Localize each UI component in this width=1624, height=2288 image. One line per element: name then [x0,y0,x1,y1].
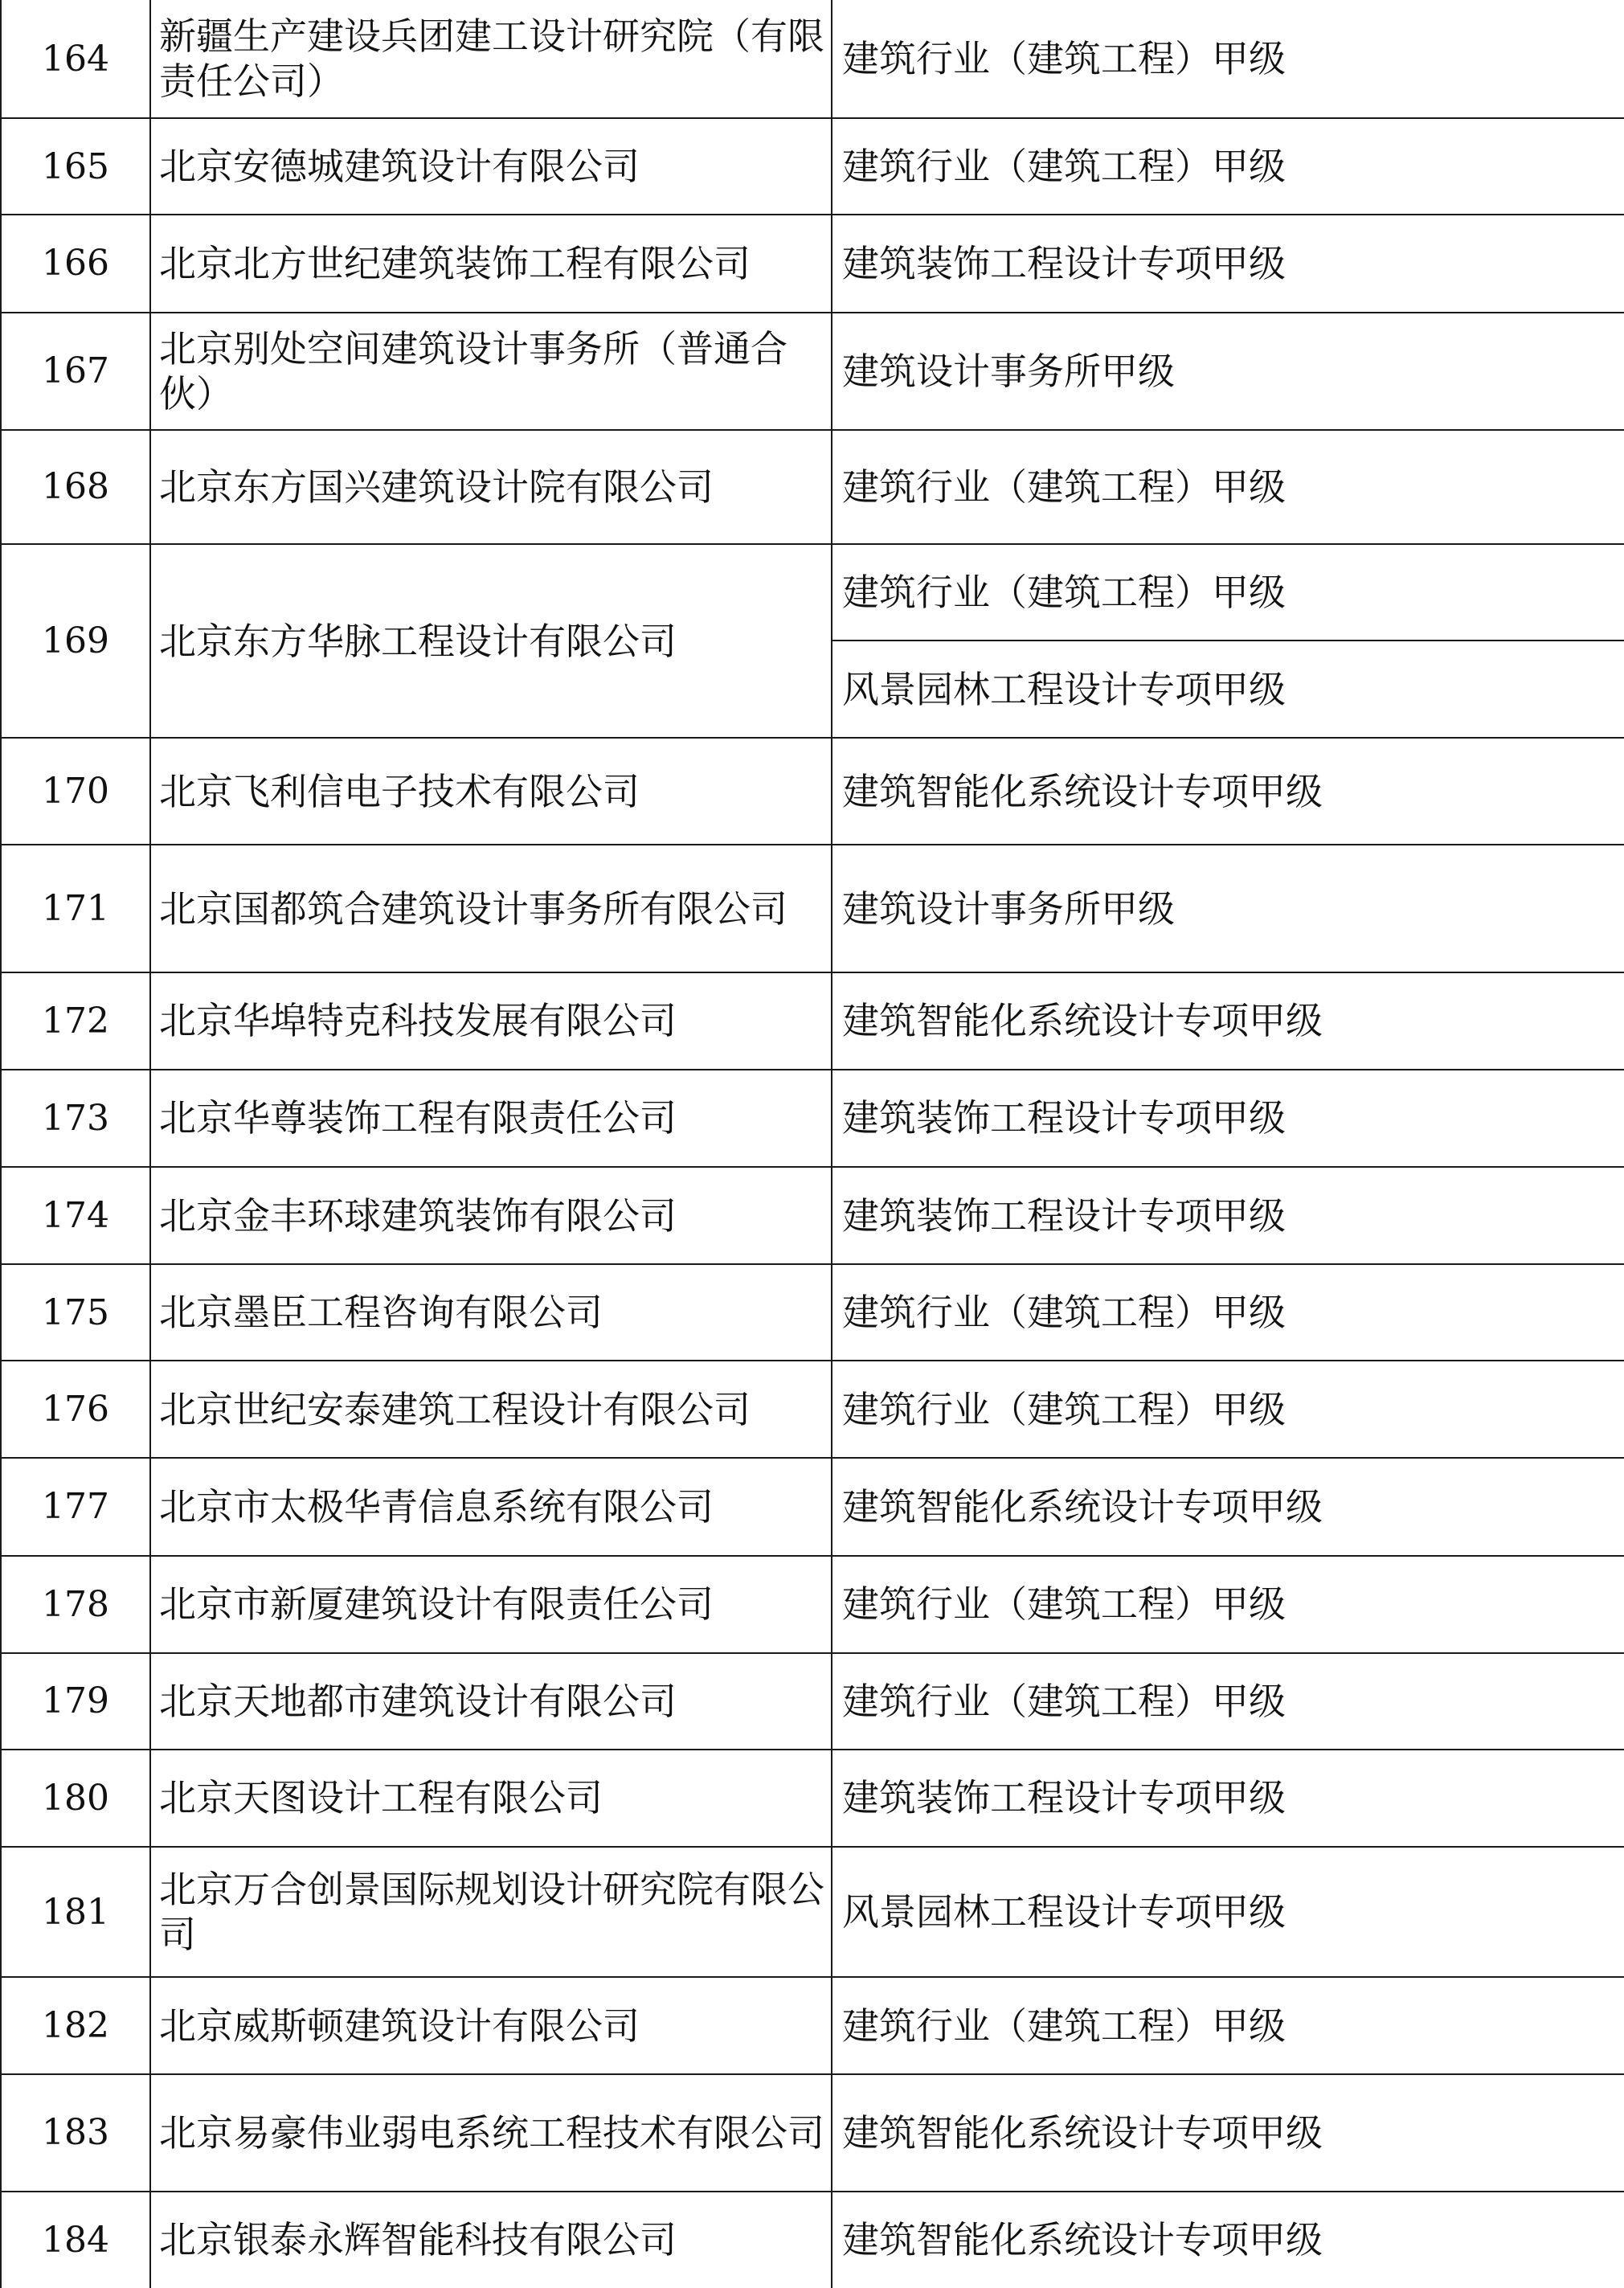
company-name: 新疆生产建设兵团建工设计研究院（有限责任公司） [150,0,832,118]
table-row [1,544,1624,641]
row-number: 172 [1,972,150,1070]
qualification: 建筑智能化系统设计专项甲级 [832,2074,1624,2191]
company-name: 北京威斯顿建筑设计有限公司 [150,1977,832,2074]
table-row [1,1847,1624,1977]
row-number: 184 [1,2192,150,2288]
table-row [1,972,1624,1070]
row-number: 174 [1,1167,150,1264]
company-name: 北京墨臣工程咨询有限公司 [150,1264,832,1361]
qualification: 建筑行业（建筑工程）甲级 [832,544,1624,641]
qualification: 建筑装饰工程设计专项甲级 [832,1750,1624,1847]
table-row [1,215,1624,312]
table-row [1,1653,1624,1750]
row-number: 182 [1,1977,150,2074]
company-name: 北京金丰环球建筑装饰有限公司 [150,1167,832,1264]
row-number: 183 [1,2074,150,2191]
company-name: 北京东方国兴建筑设计院有限公司 [150,430,832,544]
qualification: 建筑智能化系统设计专项甲级 [832,1458,1624,1555]
company-name: 北京安德城建筑设计有限公司 [150,118,832,215]
row-number: 164 [1,0,150,118]
row-number: 169 [1,544,150,738]
row-number: 175 [1,1264,150,1361]
table-row [1,845,1624,972]
qualification: 风景园林工程设计专项甲级 [832,641,1624,738]
company-name: 北京天图设计工程有限公司 [150,1750,832,1847]
qualification: 建筑行业（建筑工程）甲级 [832,1361,1624,1458]
company-name: 北京易豪伟业弱电系统工程技术有限公司 [150,2074,832,2191]
qualification: 建筑行业（建筑工程）甲级 [832,430,1624,544]
company-name: 北京飞利信电子技术有限公司 [150,738,832,845]
table-row [1,0,1624,118]
company-name: 北京国都筑合建筑设计事务所有限公司 [150,845,832,972]
row-number: 165 [1,118,150,215]
qualification: 建筑设计事务所甲级 [832,845,1624,972]
table-row [1,2192,1624,2288]
company-name: 北京东方华脉工程设计有限公司 [150,544,832,738]
row-number: 180 [1,1750,150,1847]
table-row [1,1264,1624,1361]
qualification: 建筑智能化系统设计专项甲级 [832,738,1624,845]
table-row [1,738,1624,845]
table-row [1,1167,1624,1264]
table-body [1,0,1624,2288]
table-row [1,430,1624,544]
table-row [1,2074,1624,2191]
table-row [1,313,1624,430]
row-number: 181 [1,1847,150,1977]
table-row [1,1977,1624,2074]
row-number: 171 [1,845,150,972]
qualification: 建筑智能化系统设计专项甲级 [832,2192,1624,2288]
qualification: 建筑行业（建筑工程）甲级 [832,0,1624,118]
row-number: 173 [1,1070,150,1167]
company-name: 北京市太极华青信息系统有限公司 [150,1458,832,1555]
qualification: 建筑行业（建筑工程）甲级 [832,1556,1624,1653]
row-number: 176 [1,1361,150,1458]
table-row [1,1556,1624,1653]
row-number: 170 [1,738,150,845]
qualification: 建筑设计事务所甲级 [832,313,1624,430]
table-row [1,1750,1624,1847]
table-row [1,118,1624,215]
company-name: 北京天地都市建筑设计有限公司 [150,1653,832,1750]
qualification: 风景园林工程设计专项甲级 [832,1847,1624,1977]
qualification: 建筑装饰工程设计专项甲级 [832,1070,1624,1167]
row-number: 177 [1,1458,150,1555]
qualification: 建筑装饰工程设计专项甲级 [832,215,1624,312]
company-name: 北京华埠特克科技发展有限公司 [150,972,832,1070]
qualification: 建筑行业（建筑工程）甲级 [832,1264,1624,1361]
company-name: 北京市新厦建筑设计有限责任公司 [150,1556,832,1653]
qualification: 建筑行业（建筑工程）甲级 [832,1977,1624,2074]
row-number: 178 [1,1556,150,1653]
company-name: 北京华尊装饰工程有限责任公司 [150,1070,832,1167]
company-name: 北京别处空间建筑设计事务所（普通合伙） [150,313,832,430]
table-row [1,1070,1624,1167]
company-name: 北京银泰永辉智能科技有限公司 [150,2192,832,2288]
qualification: 建筑行业（建筑工程）甲级 [832,1653,1624,1750]
qualification: 建筑装饰工程设计专项甲级 [832,1167,1624,1264]
company-name: 北京世纪安泰建筑工程设计有限公司 [150,1361,832,1458]
company-name: 北京北方世纪建筑装饰工程有限公司 [150,215,832,312]
table-row [1,1361,1624,1458]
row-number: 166 [1,215,150,312]
company-name: 北京万合创景国际规划设计研究院有限公司 [150,1847,832,1977]
row-number: 179 [1,1653,150,1750]
table-row [1,1458,1624,1555]
row-number: 167 [1,313,150,430]
row-number: 168 [1,430,150,544]
qualification: 建筑行业（建筑工程）甲级 [832,118,1624,215]
qualification: 建筑智能化系统设计专项甲级 [832,972,1624,1070]
